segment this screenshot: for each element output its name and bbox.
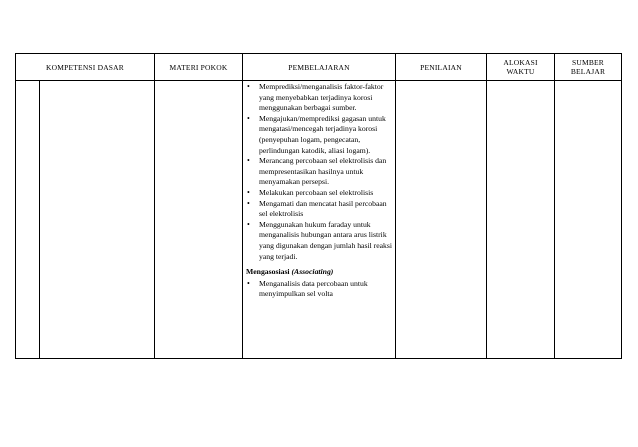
header-penilaian: PENILAIAN bbox=[396, 54, 487, 81]
list-item bbox=[246, 188, 392, 199]
cell-penilaian bbox=[396, 81, 487, 359]
header-kompetensi-dasar: KOMPETENSI DASAR bbox=[16, 54, 155, 81]
cell-alokasi-waktu bbox=[487, 81, 555, 359]
header-materi-pokok: MATERI POKOK bbox=[155, 54, 243, 81]
syllabus-table bbox=[15, 53, 622, 359]
header-row bbox=[16, 54, 622, 81]
header-sumber-line2: BELAJAR bbox=[570, 67, 606, 76]
bullet-icon: • bbox=[247, 187, 250, 197]
list-item bbox=[246, 199, 392, 220]
bullet-icon: • bbox=[247, 278, 250, 288]
cell-pembelajaran bbox=[243, 81, 396, 359]
list-item bbox=[246, 220, 392, 262]
header-pembelajaran: PEMBELAJARAN bbox=[243, 54, 396, 81]
cell-sumber-belajar bbox=[555, 81, 622, 359]
bullet-icon: • bbox=[247, 198, 250, 208]
list-item bbox=[246, 114, 392, 156]
header-sumber-belajar bbox=[555, 54, 622, 81]
list-item-text: Menganalisis data percobaan untuk menyimpulkan sel volta bbox=[259, 278, 368, 299]
section-title-en: (Associating) bbox=[291, 267, 334, 277]
content-row bbox=[16, 81, 622, 359]
section-title: Mengasosiasi bbox=[246, 267, 290, 277]
cell-kompetensi-dasar bbox=[40, 81, 155, 359]
cell-number bbox=[16, 81, 40, 359]
bullet-icon: • bbox=[247, 219, 250, 229]
header-alokasi-line1: ALOKASI bbox=[503, 58, 538, 67]
header-alokasi-line2: WAKTU bbox=[506, 67, 535, 76]
list-item bbox=[246, 156, 392, 188]
bullet-icon: • bbox=[247, 113, 250, 123]
mengasosiasi-list bbox=[246, 279, 392, 300]
cell-materi-pokok bbox=[155, 81, 243, 359]
section-heading-mengasosiasi bbox=[246, 267, 392, 278]
header-sumber-line1: SUMBER bbox=[571, 58, 605, 67]
list-item-text: Menggunakan hukum faraday untuk menganalisis hubungan antara arus listrik yang digunakan dengan jumlah hasil reaksi yang terjadi. bbox=[259, 219, 392, 261]
list-item bbox=[246, 279, 392, 300]
bullet-icon: • bbox=[247, 156, 250, 166]
list-item-text: Mengamati dan mencatat hasil percobaan sel elektrolisis bbox=[259, 198, 387, 219]
list-item-text: Memprediksi/menganalisis faktor-faktor yang menyebabkan terjadinya korosi menggunakan berbagai sumber. bbox=[259, 82, 384, 113]
pembelajaran-list bbox=[246, 82, 392, 262]
list-item-text: Melakukan percobaan sel elektrolisis bbox=[259, 187, 374, 197]
list-item-text: Mengajukan/memprediksi gagasan untuk mengatasi/mencegah terjadinya korosi (penyepuhan logam, pengecatan, perlindungan katodik, aliasi logam). bbox=[259, 113, 386, 155]
list-item bbox=[246, 82, 392, 114]
header-alokasi-waktu bbox=[487, 54, 555, 81]
list-item-text: Merancang percobaan sel elektrolisis dan mempresentasikan hasilnya untuk menyamakan persepsi. bbox=[259, 156, 387, 187]
bullet-icon: • bbox=[247, 82, 250, 91]
